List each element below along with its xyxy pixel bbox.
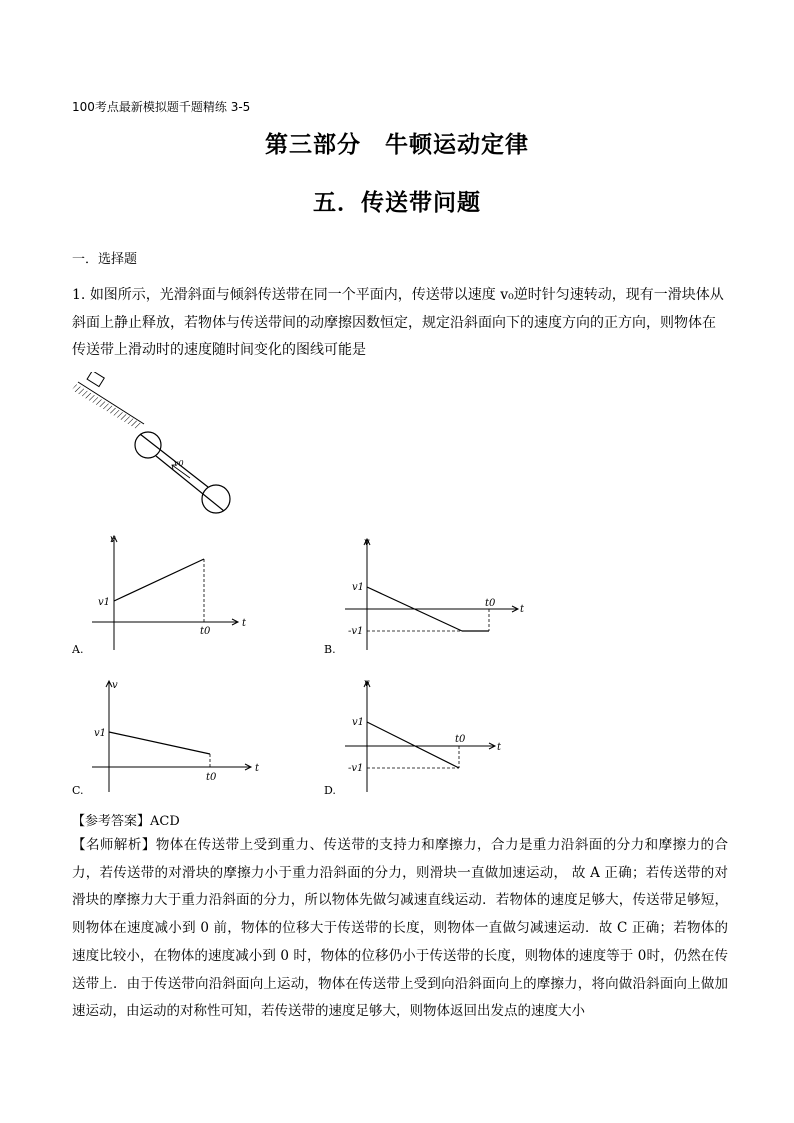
velocity-line: [114, 559, 204, 601]
option-a-graph: [72, 530, 262, 660]
t-axis-label: t: [255, 763, 260, 774]
option-c-label: C.: [72, 784, 84, 797]
incline-hatching: [72, 384, 142, 430]
option-c-graph: [72, 674, 272, 800]
option-b-label: B.: [324, 643, 336, 656]
v1-label: v1: [98, 597, 111, 608]
explanation-text: [72, 832, 728, 1026]
reference-answer: [72, 810, 180, 829]
option-a-label: A.: [72, 643, 84, 656]
t0-label: t0: [455, 734, 466, 745]
v-axis-label: v: [110, 534, 116, 545]
v1-label: v1: [352, 717, 365, 728]
velocity-line: [109, 732, 210, 754]
option-d-label: D.: [324, 784, 336, 797]
question-number: 1.: [72, 287, 86, 303]
incline-belt-figure: [72, 372, 242, 520]
section-title: 五．传送带问题: [313, 190, 481, 216]
v-axis-label: v: [364, 678, 370, 689]
v-axis-label: v: [112, 680, 118, 691]
part-title: 第三部分 牛顿运动定律: [265, 132, 529, 158]
document-header-tag: 100考点最新模拟题千题精练 3-5: [72, 100, 251, 114]
question-text-part2: 逆时针匀速转动，现有一滑块体从斜面上静止释放，若物体与传送带间的动摩擦因数恒定，规定沿斜面向下的速度方向的正方向，则物体在传送带上滑动时的速度随时间变化的图线可能是: [72, 287, 724, 358]
explanation-label: 【名师解析】: [72, 837, 156, 853]
t-axis-label: t: [242, 618, 247, 629]
neg-v1-label: -v1: [348, 626, 364, 637]
v1-label: v1: [94, 728, 107, 739]
belt-lower-edge: [156, 456, 224, 511]
v-axis-label: v: [364, 537, 370, 548]
answer-value: ACD: [150, 814, 180, 829]
slider-block: [87, 372, 104, 387]
velocity-line: [367, 722, 459, 768]
question-text-part1: 如图所示，光滑斜面与倾斜传送带在同一个平面内，传送带以速度: [89, 287, 501, 303]
belt-bottom-pulley: [202, 485, 230, 513]
explanation-body: 物体在传送带上受到重力、传送带的支持力和摩擦力，合力是重力沿斜面的分力和摩擦力的合力，若传送带的对滑块的摩擦力小于重力沿斜面的分力，则滑块一直做加速运动， 故 A 正确；若传送带的对滑块的摩擦力大于重力沿斜面的分力，所以物体先做匀减速直线运动．若物体的速度足够大，传送带足够短，则物体在速度减小到 0 前，物体的位移大于传送带的长度，则物体一直做匀减速运动．故 C 正确；若物体的速度比较小，在物体的速度减小到 0 时，物体的位移仍小于传送带的长度，则物体的速度等于 0时，仍然在传送带上．由于传送带向沿斜面向上运动，物体在传送带上受到向沿斜面向上的摩擦力，将向做沿斜面向上做加速运动，由运动的对称性可知，若传送带的速度足够大，则物体返回出发点的速度大小: [72, 837, 729, 1020]
section-label: 一．选择题: [72, 252, 138, 267]
v1-label: v1: [352, 582, 365, 593]
belt-speed-label: v0: [174, 459, 184, 468]
option-b-graph: [322, 530, 532, 660]
t0-label: t0: [485, 598, 496, 609]
option-d-graph: [322, 674, 512, 800]
t0-label: t0: [206, 772, 217, 783]
question-1-text: [72, 282, 726, 365]
t-axis-label: t: [520, 604, 525, 615]
t0-label: t0: [200, 626, 211, 637]
t-axis-label: t: [497, 742, 502, 753]
incline-surface: [78, 382, 144, 424]
question-v0: v₀: [500, 287, 514, 303]
neg-v1-label: -v1: [348, 763, 364, 774]
belt-top-pulley: [135, 432, 161, 458]
answer-label: 【参考答案】: [72, 814, 151, 829]
